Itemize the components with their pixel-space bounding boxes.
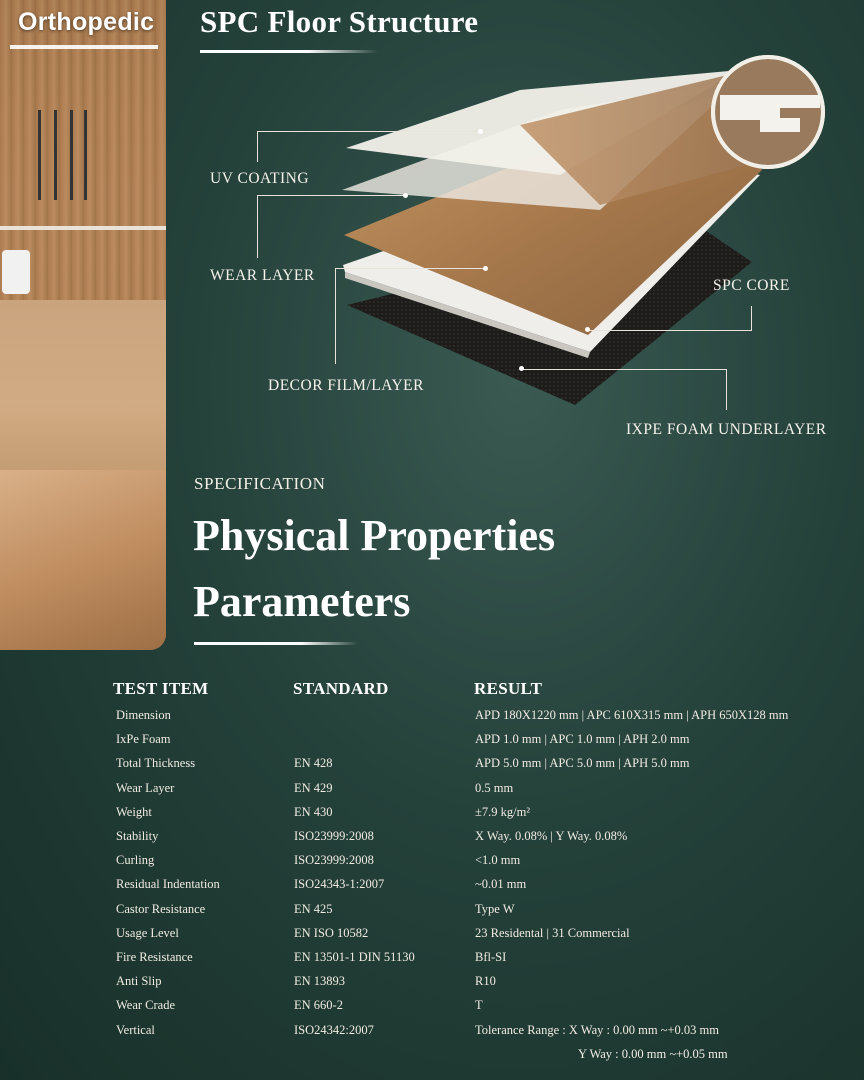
standard-cell: EN 429 bbox=[294, 780, 333, 795]
standard-cell: ISO23999:2008 bbox=[294, 853, 374, 868]
result-cell: ±7.9 kg/m² bbox=[475, 804, 531, 819]
page-title: SPC Floor Structure bbox=[200, 4, 479, 39]
table-row bbox=[0, 950, 864, 974]
core-dot bbox=[585, 327, 590, 332]
table-row bbox=[0, 732, 864, 756]
result-cell: APD 5.0 mm | APC 5.0 mm | APH 5.0 mm bbox=[475, 756, 690, 771]
heading-line-2: Parameters bbox=[193, 577, 411, 626]
table-row bbox=[0, 902, 864, 926]
uv-coating-label: UV COATING bbox=[210, 170, 310, 187]
result-cell: R10 bbox=[475, 974, 496, 989]
result-cell: Type W bbox=[475, 901, 515, 916]
test-item-cell: Castor Resistance bbox=[116, 901, 206, 916]
test-item-cell: Dimension bbox=[116, 708, 171, 722]
decor-film-label: DECOR FILM/LAYER bbox=[268, 377, 424, 394]
test-item-cell: Wear Crade bbox=[116, 998, 176, 1013]
standard-cell: ISO24342:2007 bbox=[294, 1022, 374, 1037]
uv-leader bbox=[257, 131, 481, 162]
vertical-y-way: Y Way : 0.00 mm ~+0.05 mm bbox=[578, 1047, 728, 1061]
result-cell: <1.0 mm bbox=[475, 853, 521, 868]
table-row bbox=[0, 877, 864, 901]
wear-leader bbox=[257, 195, 406, 258]
table-row bbox=[0, 805, 864, 829]
core-leader bbox=[588, 306, 752, 331]
test-item-cell: Wear Layer bbox=[116, 780, 175, 795]
crutch bbox=[38, 110, 41, 200]
result-cell: 23 Residental | 31 Commercial bbox=[475, 925, 630, 940]
standard-cell: ISO24343-1:2007 bbox=[294, 877, 385, 892]
uv-dot bbox=[478, 129, 483, 134]
table-row bbox=[0, 756, 864, 780]
table-row bbox=[0, 926, 864, 950]
foam-dot bbox=[519, 366, 524, 371]
medical-device bbox=[2, 250, 30, 294]
table-row bbox=[0, 853, 864, 877]
foam-leader bbox=[522, 369, 727, 410]
brand-logo: Orthopedic bbox=[18, 8, 155, 36]
table-row bbox=[0, 708, 864, 732]
table-row bbox=[0, 974, 864, 998]
store-photo bbox=[0, 0, 166, 650]
ixpe-foam-label: IXPE FOAM UNDERLAYER bbox=[626, 421, 827, 438]
standard-cell: EN 13501-1 DIN 51130 bbox=[294, 950, 415, 964]
heading-underline bbox=[194, 642, 358, 645]
test-item-cell: Fire Resistance bbox=[116, 950, 193, 964]
standard-cell: EN 660-2 bbox=[294, 998, 343, 1013]
test-item-cell: Vertical bbox=[116, 1022, 155, 1037]
standard-cell: ISO23999:2008 bbox=[294, 829, 374, 843]
standard-cell: EN 13893 bbox=[294, 974, 346, 989]
decor-dot bbox=[483, 266, 488, 271]
result-cell: Bfl-SI bbox=[475, 950, 507, 964]
test-item-cell: Anti Slip bbox=[116, 974, 162, 989]
title-underline bbox=[200, 50, 378, 53]
test-item-cell: Residual Indentation bbox=[116, 877, 220, 892]
standard-cell: EN ISO 10582 bbox=[294, 925, 369, 940]
result-cell: APD 180X1220 mm | APC 610X315 mm | APH 650X128 mm bbox=[475, 708, 789, 722]
floor-step bbox=[0, 470, 166, 650]
table-row bbox=[0, 781, 864, 805]
header-standard: STANDARD bbox=[293, 679, 389, 698]
wear-dot bbox=[403, 193, 408, 198]
test-item-cell: Usage Level bbox=[116, 925, 179, 940]
result-cell: Tolerance Range : X Way : 0.00 mm ~+0.03 mm bbox=[475, 1022, 719, 1037]
crutch bbox=[84, 110, 87, 200]
result-cell: 0.5 mm bbox=[475, 780, 514, 795]
test-item-cell: Curling bbox=[116, 853, 155, 868]
spc-core-label: SPC CORE bbox=[713, 277, 790, 294]
decor-leader bbox=[335, 268, 486, 364]
wear-layer-label: WEAR LAYER bbox=[210, 267, 315, 284]
test-item-cell: Total Thickness bbox=[116, 756, 196, 771]
crutch bbox=[70, 110, 73, 200]
specification-label: SPECIFICATION bbox=[194, 474, 326, 493]
test-item-cell: Stability bbox=[116, 829, 159, 843]
table-row bbox=[0, 998, 864, 1022]
test-item-cell: Weight bbox=[116, 804, 152, 819]
shelf bbox=[0, 226, 166, 230]
logo-underline bbox=[10, 45, 158, 49]
result-cell: ~0.01 mm bbox=[475, 877, 527, 892]
result-cell: T bbox=[475, 998, 483, 1013]
table-row bbox=[0, 1023, 864, 1047]
crutch bbox=[54, 110, 57, 200]
test-item-cell: IxPe Foam bbox=[116, 732, 171, 747]
heading-line-1: Physical Properties bbox=[193, 511, 556, 560]
result-cell: X Way. 0.08% | Y Way. 0.08% bbox=[475, 829, 628, 843]
standard-cell: EN 425 bbox=[294, 901, 333, 916]
standard-cell: EN 430 bbox=[294, 804, 333, 819]
table-row bbox=[0, 829, 864, 853]
result-cell: APD 1.0 mm | APC 1.0 mm | APH 2.0 mm bbox=[475, 732, 690, 747]
header-result: RESULT bbox=[474, 679, 543, 698]
header-test-item: TEST ITEM bbox=[113, 679, 209, 698]
standard-cell: EN 428 bbox=[294, 756, 333, 771]
